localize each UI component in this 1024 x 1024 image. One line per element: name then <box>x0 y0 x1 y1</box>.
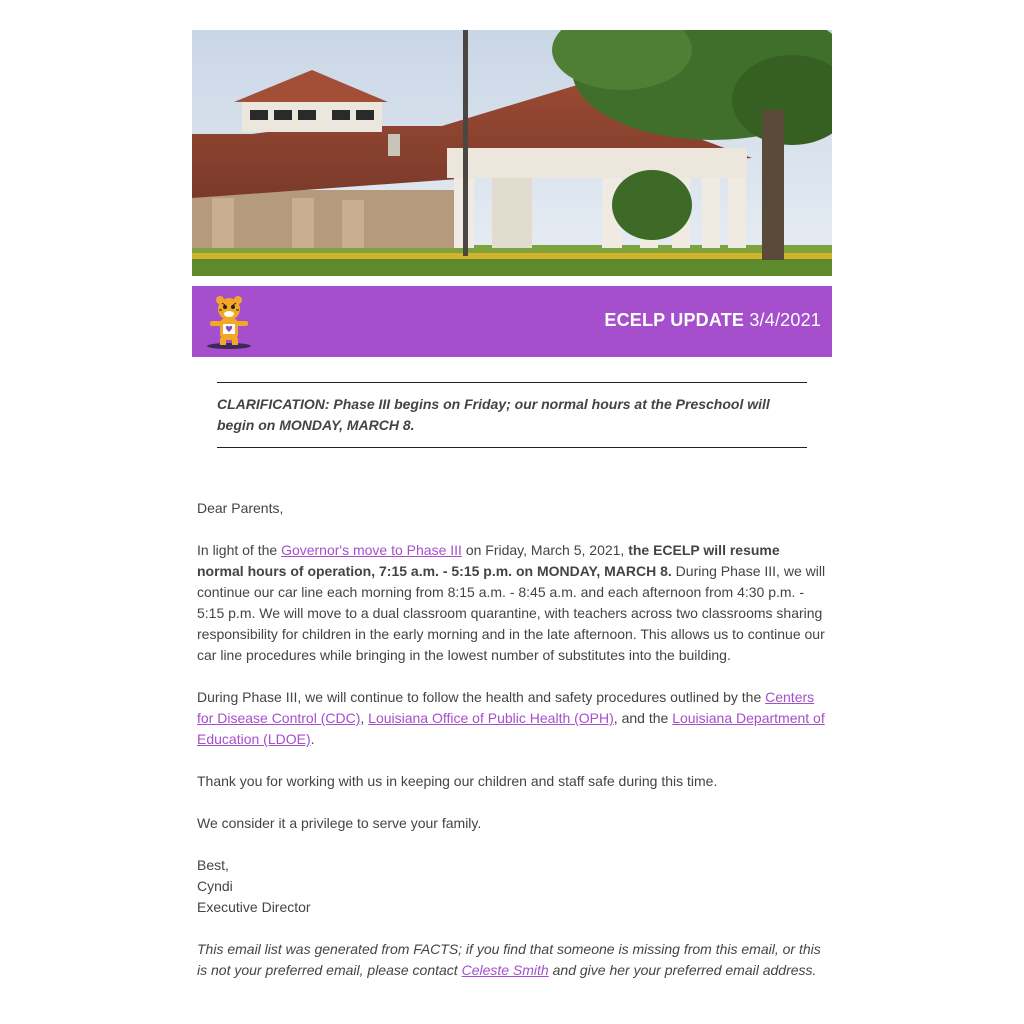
greeting: Dear Parents, <box>197 500 284 516</box>
banner-title <box>604 310 821 331</box>
email-container <box>192 30 832 1002</box>
banner-title-main: ECELP UPDATE <box>604 310 745 330</box>
paragraph-health <box>197 687 828 750</box>
letter-body <box>192 498 832 981</box>
paragraph-privilege: We consider it a privilege to serve your family. <box>197 815 482 831</box>
building-photo <box>192 30 832 276</box>
paragraph-hours <box>197 540 828 666</box>
signature <box>197 855 828 918</box>
text: , <box>360 710 369 726</box>
governor-phase-link[interactable]: Governor's move to Phase III <box>281 542 462 558</box>
text: , and the <box>613 710 673 726</box>
title-banner <box>192 286 832 357</box>
header-photo <box>192 30 832 276</box>
text: on Friday, March 5, 2021, <box>461 542 629 558</box>
closing: Best, <box>197 857 229 873</box>
signer-name: Cyndi <box>197 878 233 894</box>
signer-role: Executive Director <box>197 899 311 915</box>
ldoe-link[interactable]: Louisiana Department of Education (LDOE) <box>197 710 825 747</box>
footer-note <box>197 939 828 981</box>
cdc-link[interactable]: Centers for Disease Control (CDC) <box>197 689 815 726</box>
text: During Phase III, we will continue to follow the health and safety procedures outlined by the <box>197 689 766 705</box>
clarification-notice: CLARIFICATION: Phase III begins on Friday; our normal hours at the Preschool will begin on MONDAY, MARCH 8. <box>217 382 807 448</box>
text: and give her your preferred email address. <box>548 962 817 978</box>
hours-bold-text: the ECELP will resume normal hours of operation, 7:15 a.m. - 5:15 p.m. on MONDAY, MARCH 8. <box>197 542 780 579</box>
paragraph-thanks: Thank you for working with us in keeping our children and staff safe during this time. <box>197 773 718 789</box>
text: . <box>310 731 315 747</box>
text: This email list was generated from FACTS; if you find that someone is missing from this email, or this is not your preferred email, please contact <box>197 941 821 978</box>
oph-link[interactable]: Louisiana Office of Public Health (OPH) <box>368 710 614 726</box>
text: In light of the <box>197 542 282 558</box>
tiger-mascot-icon <box>204 294 254 350</box>
text: During Phase III, we will continue our car line each morning from 8:15 a.m. - 8:45 a.m. and each afternoon from 4:30 p.m. - 5:15 p.m. We will move to a dual classroom quarantine, with teachers across two classrooms sharing responsibility for children in the early morning and in the late afternoon. This allows us to continue our car line procedures while bringing in the lowest number of substitutes into the building. <box>197 563 826 663</box>
banner-title-date: 3/4/2021 <box>749 310 821 330</box>
celeste-smith-link[interactable]: Celeste Smith <box>461 962 549 978</box>
